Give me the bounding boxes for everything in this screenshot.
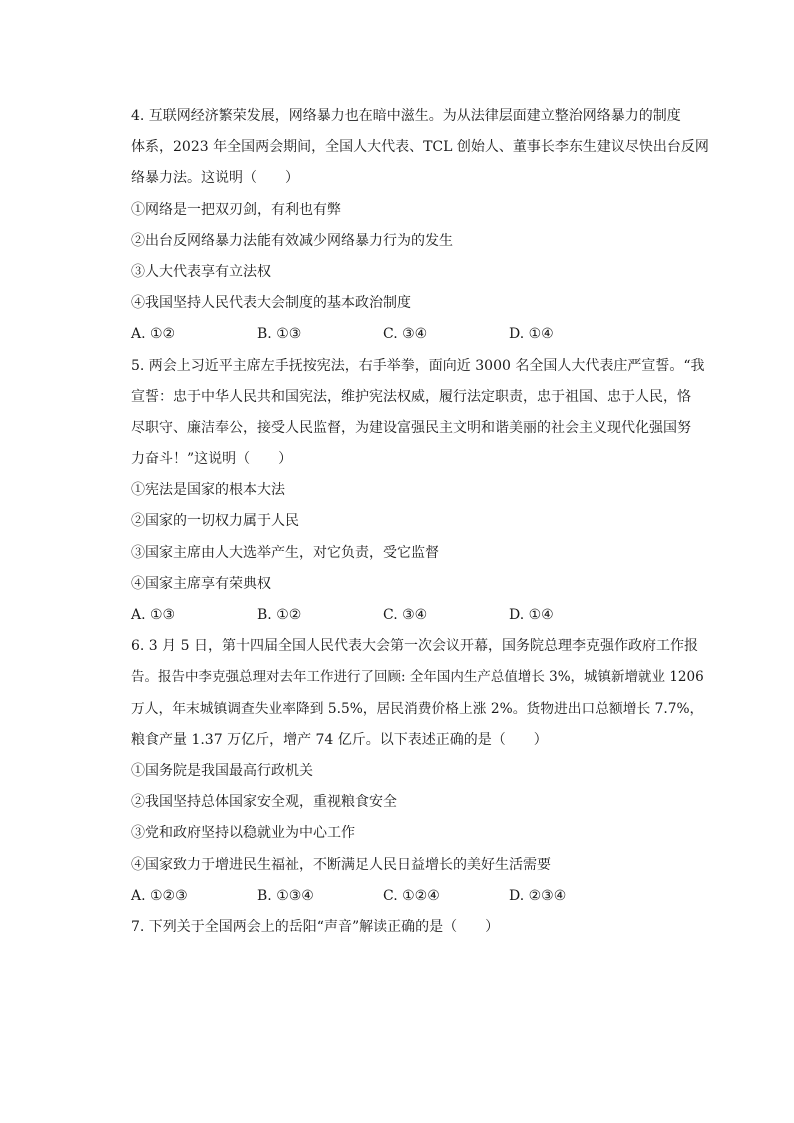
- answer-choices: [131, 319, 711, 350]
- answer-choice: D. ①④: [509, 326, 554, 343]
- question-q6: [131, 631, 711, 912]
- question-stem-line: 万人，年末城镇调查失业率降到 5.5%，居民消费价格上涨 2%。货物进出口总额增长 7.7%，: [131, 700, 704, 717]
- statement-option: ②出台反网络暴力法能有效减少网络暴力行为的发生: [131, 232, 453, 249]
- statement-option: ①宪法是国家的根本大法: [131, 482, 285, 499]
- answer-choices: [131, 600, 711, 631]
- answer-choice: D. ①④: [509, 607, 554, 623]
- question-stem-line: 4. 互联网经济繁荣发展，网络暴力也在暗中滋生。为从法律层面建立整治网络暴力的制度: [131, 108, 681, 124]
- statement-option: ③人大代表享有立法权: [131, 263, 271, 280]
- answer-choice: B. ①②: [257, 607, 302, 623]
- question-stem-line: 力奋斗！”这说明（ ）: [131, 451, 293, 468]
- question-stem-line: 7. 下列关于全国两会上的岳阳“声音”解读正确的是（ ）: [131, 918, 500, 935]
- answer-choice: B. ①③④: [257, 887, 314, 904]
- question-stem-line: 体系，2023 年全国两会期间，全国人大代表、TCL 创始人、董事长李东生建议尽快出台反网: [131, 139, 709, 156]
- question-stem-line: 告。报告中李克强总理对去年工作进行了回顾: 全年国内生产总值增长 3%，城镇新增就业 1206: [131, 669, 704, 686]
- question-list: [131, 101, 711, 943]
- question-q7: [131, 912, 711, 943]
- answer-choice: A. ①②③: [131, 887, 188, 904]
- answer-choices: [131, 881, 711, 912]
- question-stem-line: 5. 两会上习近平主席左手抚按宪法，右手举拳，面向近 3000 名全国人大代表庄严宣誓。“我: [131, 357, 705, 374]
- statement-option: ①网络是一把双刃剑，有利也有弊: [131, 201, 341, 218]
- question-q5: [131, 351, 711, 632]
- answer-choice: A. ①②: [131, 326, 176, 343]
- question-stem-line: 尽职守、廉洁奉公，接受人民监督，为建设富强民主文明和谐美丽的社会主义现代化强国努: [131, 419, 691, 436]
- question-stem-line: 宣誓：忠于中华人民共和国宪法，维护宪法权威，履行法定职责，忠于祖国、忠于人民，恪: [131, 388, 691, 405]
- statement-option: ①国务院是我国最高行政机关: [131, 762, 313, 779]
- statement-option: ②我国坚持总体国家安全观，重视粮食安全: [131, 794, 397, 811]
- answer-choice: D. ②③④: [509, 887, 567, 904]
- answer-choice: C. ③④: [383, 326, 428, 343]
- answer-choice: A. ①③: [131, 607, 176, 623]
- statement-option: ③国家主席由人大选举产生，对它负责，受它监督: [131, 544, 439, 561]
- statement-option: ④国家致力于增进民生福祉，不断满足人民日益增长的美好生活需要: [131, 856, 551, 873]
- question-q4: [131, 101, 711, 351]
- statement-option: ③党和政府坚持以稳就业为中心工作: [131, 825, 355, 842]
- question-stem-line: 络暴力法。这说明（ ）: [131, 170, 299, 187]
- statement-option: ④国家主席享有荣典权: [131, 575, 271, 592]
- answer-choice: C. ①②④: [383, 887, 440, 904]
- answer-choice: B. ①③: [257, 326, 302, 343]
- question-stem-line: 粮食产量 1.37 万亿斤，增产 74 亿斤。以下表述正确的是（ ）: [131, 731, 548, 748]
- question-stem-line: 6. 3 月 5 日，第十四届全国人民代表大会第一次会议开幕，国务院总理李克强作政府工作报: [131, 638, 698, 655]
- statement-option: ②国家的一切权力属于人民: [131, 513, 299, 530]
- answer-choice: C. ③④: [383, 607, 428, 623]
- statement-option: ④我国坚持人民代表大会制度的基本政治制度: [131, 295, 411, 312]
